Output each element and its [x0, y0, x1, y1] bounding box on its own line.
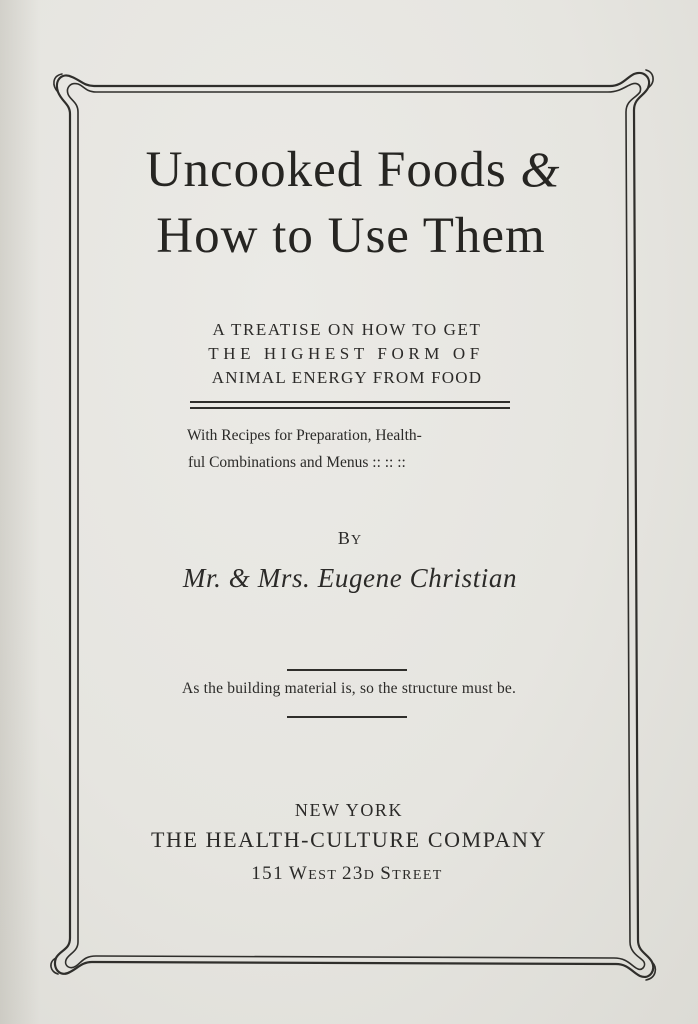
title-line-1 — [4, 140, 698, 199]
address-number: 151 — [251, 863, 284, 884]
address-w: W — [288, 863, 309, 884]
subtitle-line-2: THE HIGHEST FORM OF — [208, 344, 484, 363]
motto: As the building material is, so the structure must be. — [181, 680, 517, 697]
address-s: S — [380, 863, 393, 884]
byline-rest: Y — [350, 533, 363, 548]
motto-rule-bottom — [287, 716, 407, 718]
title-line-1-text: Uncooked Foods — [145, 142, 507, 198]
byline-cap: B — [337, 528, 351, 548]
imprint-publisher: THE HEALTH-CULTURE COMPANY — [150, 827, 548, 852]
imprint-city: NEW YORK — [294, 800, 404, 820]
address-d: D — [363, 868, 376, 883]
double-rule-top — [190, 401, 510, 403]
byline — [1, 528, 698, 549]
motto-rule-top — [287, 669, 407, 671]
recipes-line-1: With Recipes for Preparation, Health- — [187, 427, 422, 444]
authors: Mr. & Mrs. Eugene Christian — [182, 563, 518, 593]
subtitle-line-3: ANIMAL ENERGY FROM FOOD — [211, 368, 483, 387]
address-num2: 23 — [341, 863, 364, 884]
imprint-address — [0, 863, 696, 885]
subtitle-line-1: A TREATISE ON HOW TO GET — [212, 320, 482, 339]
title-ampersand: & — [520, 141, 561, 197]
address-street: TREET — [392, 868, 443, 883]
address-west: EST — [308, 868, 338, 883]
double-rule-bottom — [190, 407, 510, 409]
recipes-line-2: ful Combinations and Menus :: :: :: — [188, 454, 406, 471]
title-line-2: How to Use Them — [156, 208, 546, 264]
